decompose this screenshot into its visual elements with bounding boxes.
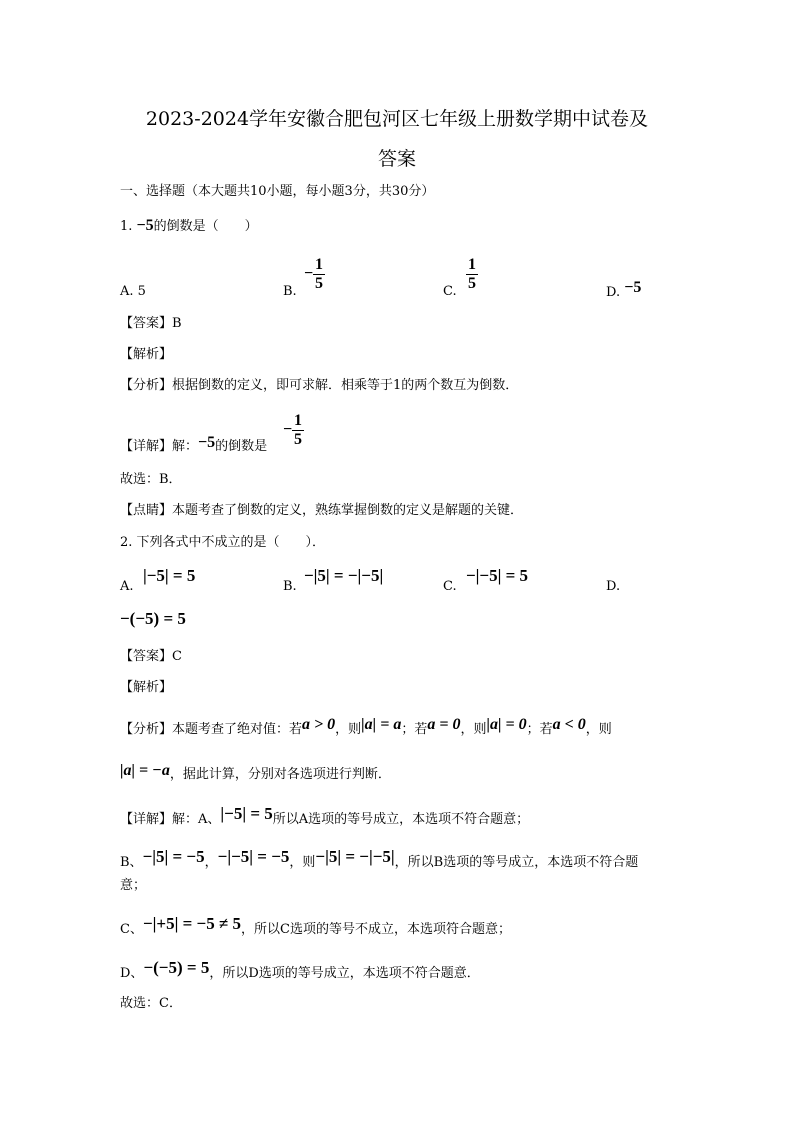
q1-answer-value: B bbox=[172, 316, 182, 331]
q2-detail-a-expr: |−5| = 5 bbox=[220, 804, 273, 823]
q1-detail-sign: − bbox=[283, 421, 293, 438]
q1-option-a bbox=[120, 284, 146, 300]
q2-detail-b-sep: ， bbox=[204, 855, 218, 870]
q1-option-c-label: C. bbox=[443, 284, 457, 299]
q2-result-1: |a| = a bbox=[361, 716, 402, 733]
q2-detail-a-text: 所以A选项的等号成立，本选项不符合题意； bbox=[272, 812, 530, 827]
q2-detail-b-expr-3: −|5| = −|−5| bbox=[315, 847, 395, 866]
title-line-2: 答案 bbox=[377, 148, 416, 170]
q1-option-b-label: B. bbox=[283, 284, 297, 299]
q2-detail-b-cont: 意； bbox=[120, 878, 147, 893]
q2-fenxi-line-2 bbox=[120, 762, 391, 783]
q2-cond-3: a < 0 bbox=[552, 716, 586, 733]
q2-fenxi-text-3: ；若 bbox=[401, 722, 428, 737]
q1-answer-label: 【答案】 bbox=[120, 316, 173, 331]
q1-analysis-label: 【解析】 bbox=[120, 347, 173, 362]
q2-detail-b-prefix: B、 bbox=[120, 855, 143, 870]
q2-fenxi-text-2: ，则 bbox=[335, 722, 362, 737]
q1-answer bbox=[120, 316, 182, 332]
q2-option-d-label: D. bbox=[606, 579, 621, 594]
q1-option-d-label: D. bbox=[606, 285, 621, 300]
q2-fenxi-text-7: ，据此计算，分别对各选项进行判断． bbox=[169, 767, 391, 782]
q1-option-c-fraction bbox=[466, 256, 478, 293]
q2-result-3: |a| = −a bbox=[120, 762, 170, 779]
q1-detail-text: 的倒数是 bbox=[215, 439, 268, 454]
question-1-stem bbox=[120, 218, 258, 235]
q1-fenxi: 【分析】根据倒数的定义，即可求解．相乘等于1的两个数互为倒数． bbox=[120, 378, 519, 393]
q1-option-b-sign: − bbox=[304, 265, 314, 282]
q2-option-c-expr: −|−5| = 5 bbox=[466, 566, 529, 585]
q2-detail-prefix: 【详解】解：A、 bbox=[120, 812, 221, 827]
q1-choose: 故选：B． bbox=[120, 472, 182, 487]
q1-option-b-fraction bbox=[313, 256, 325, 293]
question-1-expr: −5 bbox=[136, 217, 154, 234]
q1-detail-denominator: 5 bbox=[294, 431, 302, 448]
q2-option-a-label: A. bbox=[120, 579, 134, 594]
q2-detail-b-expr-2: −|−5| = −5 bbox=[217, 847, 290, 866]
q2-option-a-expr: |−5| = 5 bbox=[143, 566, 196, 585]
q2-detail-d-text: ，所以D选项的等号成立，本选项不符合题意． bbox=[209, 966, 480, 981]
q2-detail-c bbox=[120, 914, 511, 938]
q1-dianjing: 【点睛】本题考查了倒数的定义，熟练掌握倒数的定义是解题的关键． bbox=[120, 503, 524, 518]
q2-answer-label: 【答案】 bbox=[120, 649, 173, 664]
q1-option-d bbox=[606, 279, 642, 301]
q2-answer-value: C bbox=[172, 649, 182, 664]
section-heading: 一、选择题（本大题共10小题，每小题3分，共30分） bbox=[120, 184, 435, 199]
question-1-number: 1. bbox=[120, 219, 133, 234]
q1-option-c-numerator: 1 bbox=[468, 256, 476, 273]
q1-detail-fraction bbox=[292, 412, 304, 449]
q1-option-c-denominator: 5 bbox=[468, 275, 476, 292]
q1-detail-numerator: 1 bbox=[294, 412, 302, 429]
q1-detail bbox=[120, 434, 268, 455]
q1-option-a-value: 5 bbox=[137, 284, 146, 299]
q1-option-b-numerator: 1 bbox=[315, 256, 323, 273]
q2-fenxi-text-5: ；若 bbox=[526, 722, 553, 737]
q2-option-b-label: B. bbox=[283, 579, 297, 594]
q2-result-2: |a| = 0 bbox=[486, 716, 527, 733]
q2-detail-b-text: ，所以B选项的等号成立，本选项不符合题 bbox=[394, 855, 639, 870]
q2-detail-d bbox=[120, 958, 480, 982]
q1-option-d-value: −5 bbox=[624, 279, 642, 296]
q2-cond-1: a > 0 bbox=[302, 716, 336, 733]
q2-detail-a bbox=[120, 804, 530, 828]
question-1-text: 的倒数是（ ） bbox=[153, 219, 258, 234]
q2-detail-b-expr-1: −|5| = −5 bbox=[142, 847, 205, 866]
q2-fenxi-text-1: 【分析】本题考查了绝对值：若 bbox=[120, 722, 303, 737]
q2-fenxi-text-6: ，则 bbox=[585, 722, 612, 737]
q1-option-b-denominator: 5 bbox=[315, 275, 323, 292]
q2-detail-b-then: ，则 bbox=[289, 855, 316, 870]
q2-answer bbox=[120, 649, 182, 665]
q1-detail-expr: −5 bbox=[198, 434, 216, 451]
q2-choose: 故选：C． bbox=[120, 996, 182, 1011]
q1-option-a-label: A. bbox=[120, 284, 134, 299]
q2-fenxi-text-4: ，则 bbox=[460, 722, 487, 737]
q2-detail-b bbox=[120, 847, 639, 871]
q2-detail-c-expr: −|+5| = −5 ≠ 5 bbox=[142, 914, 242, 933]
q2-fenxi-line-1 bbox=[120, 716, 612, 738]
q2-option-b-expr: −|5| = −|−5| bbox=[304, 566, 384, 585]
q2-option-c-label: C. bbox=[443, 579, 457, 594]
q2-analysis-label: 【解析】 bbox=[120, 680, 173, 695]
q2-cond-2: a = 0 bbox=[427, 716, 461, 733]
q2-detail-d-expr: −(−5) = 5 bbox=[143, 958, 210, 977]
q1-detail-prefix: 【详解】解： bbox=[120, 439, 199, 454]
question-2-stem: 2. 下列各式中不成立的是（ ）． bbox=[120, 535, 326, 550]
title-line-1: 2023-2024学年安徽合肥包河区七年级上册数学期中试卷及 bbox=[145, 108, 649, 130]
q2-option-d-expr: −(−5) = 5 bbox=[120, 609, 186, 628]
q2-detail-c-text: ，所以C选项的等号不成立，本选项符合题意； bbox=[241, 922, 511, 937]
q2-detail-d-prefix: D、 bbox=[120, 966, 144, 981]
q2-detail-c-prefix: C、 bbox=[120, 922, 143, 937]
